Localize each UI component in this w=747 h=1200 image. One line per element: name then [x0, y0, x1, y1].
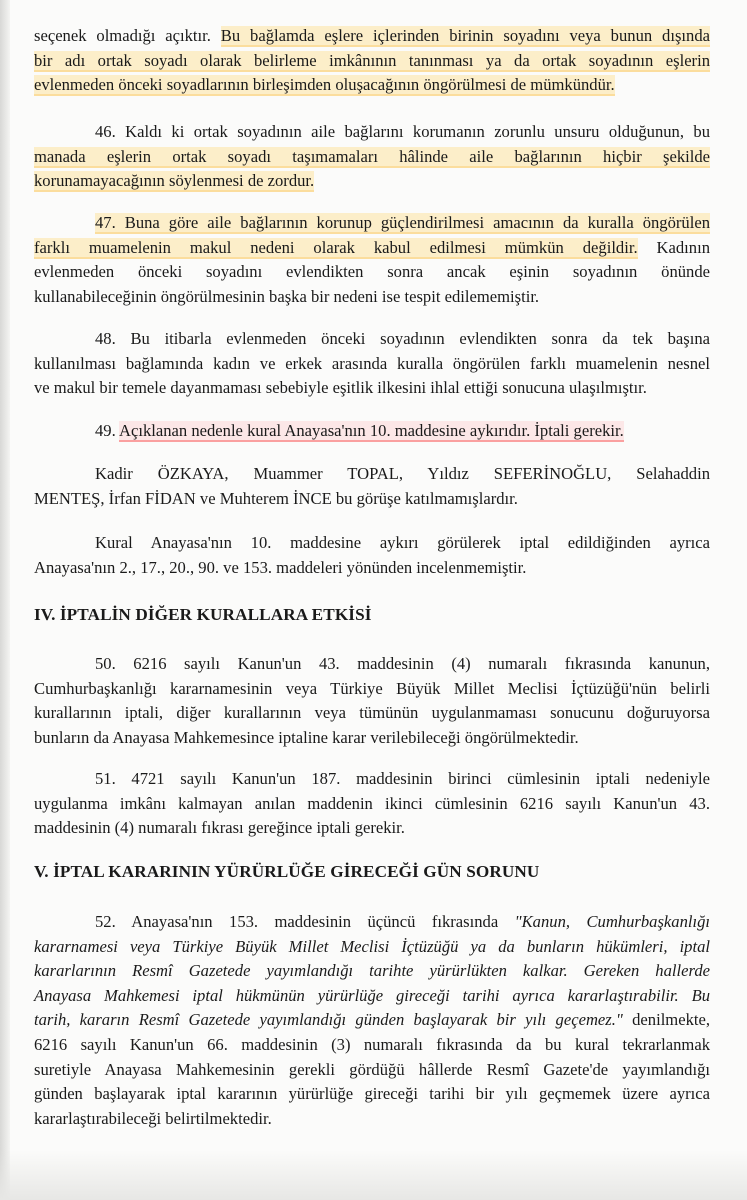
text-span: Kadir ÖZKAYA, Muammer TOPAL, Yıldız SEFERİNOĞLU, Selahaddin	[95, 464, 710, 483]
text-span: evlenmeden önceki soyadını evlendikten sonra ancak eşinin soyadının önünde	[34, 262, 710, 282]
text-line	[34, 910, 710, 935]
text-span: Anayasa'nın 2., 17., 20., 90. ve 153. maddeleri yönünden incelenmemiştir.	[34, 557, 527, 577]
paragraph-47	[34, 211, 710, 309]
text-line	[34, 260, 710, 285]
text-line	[34, 701, 710, 726]
text-line	[34, 462, 710, 487]
text-span: MENTEŞ, İrfan FİDAN ve Muhterem İNCE bu görüşe katılmamışlardır.	[34, 488, 518, 508]
text-span: Kadının	[637, 237, 710, 257]
highlighted-text: farklı muamelenin makul nedeni olarak kabul edilmesi mümkün değildir.	[34, 237, 638, 257]
text-line	[34, 145, 710, 170]
text-line	[34, 285, 710, 310]
paragraph-52	[34, 910, 710, 1131]
text-line	[34, 652, 710, 677]
quoted-text: kararnamesi veya Türkiye Büyük Millet Meclisi İçtüzüğü ya da bunların hükümleri, iptal	[34, 936, 710, 956]
review-note	[34, 531, 710, 580]
text-span: kullanılması bağlamında kadın ve erkek arasında kuralla öngörülen farklı muamelenin nesnel	[34, 353, 710, 373]
section-heading-v: V. İPTAL KARARININ YÜRÜRLÜĞE GİRECEĞİ GÜN SORUNU	[34, 862, 540, 881]
paragraph-number: 49.	[95, 421, 119, 440]
text-line	[34, 327, 710, 352]
text-line	[34, 24, 710, 49]
text-line	[34, 1008, 710, 1033]
text-line	[34, 935, 710, 960]
quoted-text: "Kanun, Cumhurbaşkanlığı	[514, 912, 710, 931]
text-line	[34, 767, 710, 792]
highlighted-text: korunamayacağının söylenmesi de zordur.	[34, 171, 315, 191]
text-span: 50. 6216 sayılı Kanun'un 43. maddesinin (4) numaralı fıkrasında kanunun,	[95, 654, 710, 673]
paragraph-intro	[34, 24, 710, 98]
text-span: 46. Kaldı ki ortak soyadının aile bağlarını korumanın zorunlu unsuru olduğunun, bu	[95, 122, 710, 141]
text-line	[34, 1033, 710, 1058]
text-line	[34, 376, 710, 401]
quoted-text: tarih, kararın Resmî Gazetede yayımlandığı günden başlayarak bir yılı geçemez."	[34, 1010, 623, 1030]
text-line	[34, 352, 710, 377]
text-line	[34, 169, 710, 194]
text-line	[34, 1107, 710, 1132]
text-line	[34, 984, 710, 1009]
text-span: kullanabileceğinin öngörülmesinin başka bir nedeni ise tespit edilememiştir.	[34, 286, 540, 306]
text-span: ve makul bir temele dayanmaması sebebiyle eşitlik ilkesini ihlal ettiği sonucuna ulaşılmıştır.	[34, 378, 647, 398]
page-bottom-shadow	[0, 1150, 747, 1200]
paragraph-51	[34, 767, 710, 841]
text-span: bunların da Anayasa Mahkemesince iptaline karar verilebileceği öngörülmektedir.	[34, 727, 579, 747]
text-span: denilmekte,	[622, 1010, 710, 1030]
text-line	[34, 816, 710, 841]
text-span: Cumhurbaşkanlığı kararnamesinin veya Türkiye Büyük Millet Meclisi İçtüzüğü'nün belirli	[34, 678, 710, 698]
text-line	[34, 419, 710, 444]
text-line	[34, 677, 710, 702]
paragraph-46	[34, 120, 710, 194]
text-span: Kural Anayasa'nın 10. maddesine aykırı görülerek iptal edildiğinden ayrıca	[95, 533, 710, 552]
paragraph-49	[34, 419, 710, 444]
dissent-note	[34, 462, 710, 511]
text-span: maddesinin (4) numaralı fıkrası gereğince iptali gerekir.	[34, 818, 405, 838]
paragraph-48	[34, 327, 710, 401]
highlighted-text: bir adı ortak soyadı olarak belirleme imkânının tanınması ya da ortak soyadının eşlerin	[34, 50, 710, 70]
text-span: günden başlayarak iptal kararının yürürlüğe gireceği tarihi bir yılı geçmemek üzere ayrıca	[34, 1084, 710, 1104]
text-span: kurallarının iptali, diğer kurallarının veya tümünün uygulanmaması sonucunu doğuruyorsa	[34, 703, 710, 723]
text-span: 51. 4721 sayılı Kanun'un 187. maddesinin birinci cümlesinin iptali nedeniyle	[95, 769, 710, 788]
text-span: kararlaştırabileceği belirtilmektedir.	[34, 1108, 272, 1128]
text-line	[34, 49, 710, 74]
text-span: 6216 sayılı Kanun'un 66. maddesinin (3) numaralı fıkrasında da bu kural tekrarlanmak	[34, 1034, 710, 1054]
text-span: 52. Anayasa'nın 153. maddesinin üçüncü fıkrasında	[95, 912, 515, 931]
text-span: suretiyle Anayasa Mahkemesinin gerekli gördüğü hâllerde Resmî Gazete'de yayımlandığı	[34, 1059, 710, 1079]
text-line	[34, 73, 710, 98]
text-line	[34, 487, 710, 512]
text-line	[34, 120, 710, 145]
highlighted-text: 47. Buna göre aile bağlarının korunup güçlendirilmesi amacının da kuralla öngörülen	[95, 213, 710, 232]
highlighted-text-red: Açıklanan nedenle kural Anayasa'nın 10. maddesine aykırıdır. İptali gerekir.	[118, 421, 624, 440]
section-heading-iv: IV. İPTALİN DİĞER KURALLARA ETKİSİ	[34, 605, 372, 624]
text-span: 48. Bu itibarla evlenmeden önceki soyadının evlendikten sonra da tek başına	[95, 329, 710, 348]
highlighted-text: manada eşlerin ortak soyadı taşımamaları hâlinde aile bağlarının hiçbir şekilde	[34, 146, 710, 166]
text-line	[34, 959, 710, 984]
quoted-text: Anayasa Mahkemesi iptal hükmünün yürürlüğe gireceği tarihi ayrıca kararlaştırabilir. Bu	[34, 985, 710, 1005]
text-line	[34, 211, 710, 236]
text-line	[34, 792, 710, 817]
text-line	[34, 726, 710, 751]
text-span: uygulanma imkânı kalmayan anılan maddenin ikinci cümlesinin 6216 sayılı Kanun'un 43.	[34, 793, 710, 813]
text-line	[34, 236, 710, 261]
text-line	[34, 1082, 710, 1107]
text-span: seçenek olmadığı açıktır.	[34, 26, 221, 45]
highlighted-text: Bu bağlamda eşlere içlerinden birinin soyadını veya bunun dışında	[220, 26, 710, 45]
text-line	[34, 1058, 710, 1083]
text-line	[34, 556, 710, 581]
highlighted-text: evlenmeden önceki soyadlarının birleşimden oluşacağının öngörülmesi de mümkündür.	[34, 75, 615, 95]
quoted-text: kararlarının Resmî Gazetede yayımlandığı tarihte yürürlükten kalkar. Gereken hallerde	[34, 961, 710, 981]
text-line	[34, 531, 710, 556]
page-edge-shadow	[0, 0, 10, 1200]
paragraph-50	[34, 652, 710, 750]
